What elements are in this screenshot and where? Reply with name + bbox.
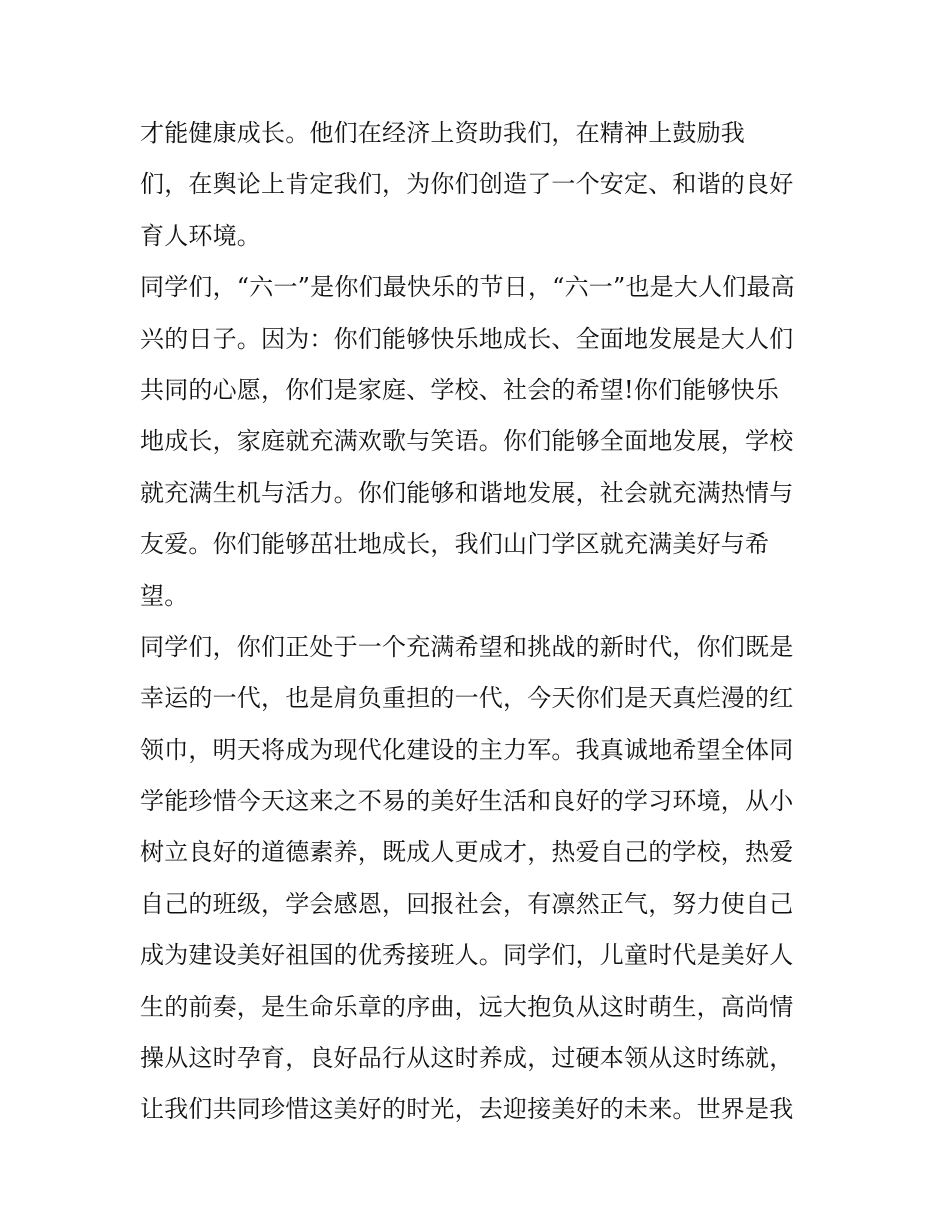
text-line-20: 让我们共同珍惜这美好的时光，去迎接美好的未来。世界是我 — [140, 1095, 794, 1124]
text-line-2: 们，在舆论上肯定我们，为你们创造了一个安定、和谐的良好 — [140, 170, 794, 199]
text-line-8: 就充满生机与活力。你们能够和谐地发展，社会就充满热情与 — [140, 478, 794, 507]
text-line-3: 育人环境。 — [140, 221, 261, 250]
text-line-12: 幸运的一代，也是肩负重担的一代，今天你们是天真烂漫的红 — [140, 684, 794, 713]
text-line-17: 成为建设美好祖国的优秀接班人。同学们，儿童时代是美好人 — [140, 941, 794, 970]
text-line-13: 领巾，明天将成为现代化建设的主力军。我真诚地希望全体同 — [140, 735, 794, 764]
text-line-16: 自己的班级，学会感恩，回报社会，有凛然正气，努力使自己 — [140, 889, 794, 918]
document-body — [140, 108, 820, 1136]
text-line-10: 望。 — [140, 581, 189, 610]
text-line-19: 操从这时孕育，良好品行从这时养成，过硬本领从这时练就， — [140, 1044, 794, 1073]
text-line-7: 地成长，家庭就充满欢歌与笑语。你们能够全面地发展，学校 — [140, 427, 794, 456]
text-line-14: 学能珍惜今天这来之不易的美好生活和良好的学习环境，从小 — [140, 787, 794, 816]
text-line-15: 树立良好的道德素养，既成人更成才，热爱自己的学校，热爱 — [140, 838, 794, 867]
text-line-1: 才能健康成长。他们在经济上资助我们，在精神上鼓励我 — [140, 119, 745, 147]
text-line-6: 共同的心愿，你们是家庭、学校、社会的希望!你们能够快乐 — [140, 375, 780, 404]
text-line-4: 同学们，“六一”是你们最快乐的节日，“六一”也是大人们最高 — [140, 273, 795, 302]
text-line-11: 同学们，你们正处于一个充满希望和挑战的新时代，你们既是 — [140, 632, 794, 661]
text-line-5: 兴的日子。因为：你们能够快乐地成长、全面地发展是大人们 — [140, 324, 794, 353]
text-line-9: 友爱。你们能够茁壮地成长，我们山门学区就充满美好与希 — [140, 530, 770, 559]
text-line-18: 生的前奏，是生命乐章的序曲，远大抱负从这时萌生，高尚情 — [140, 992, 794, 1021]
